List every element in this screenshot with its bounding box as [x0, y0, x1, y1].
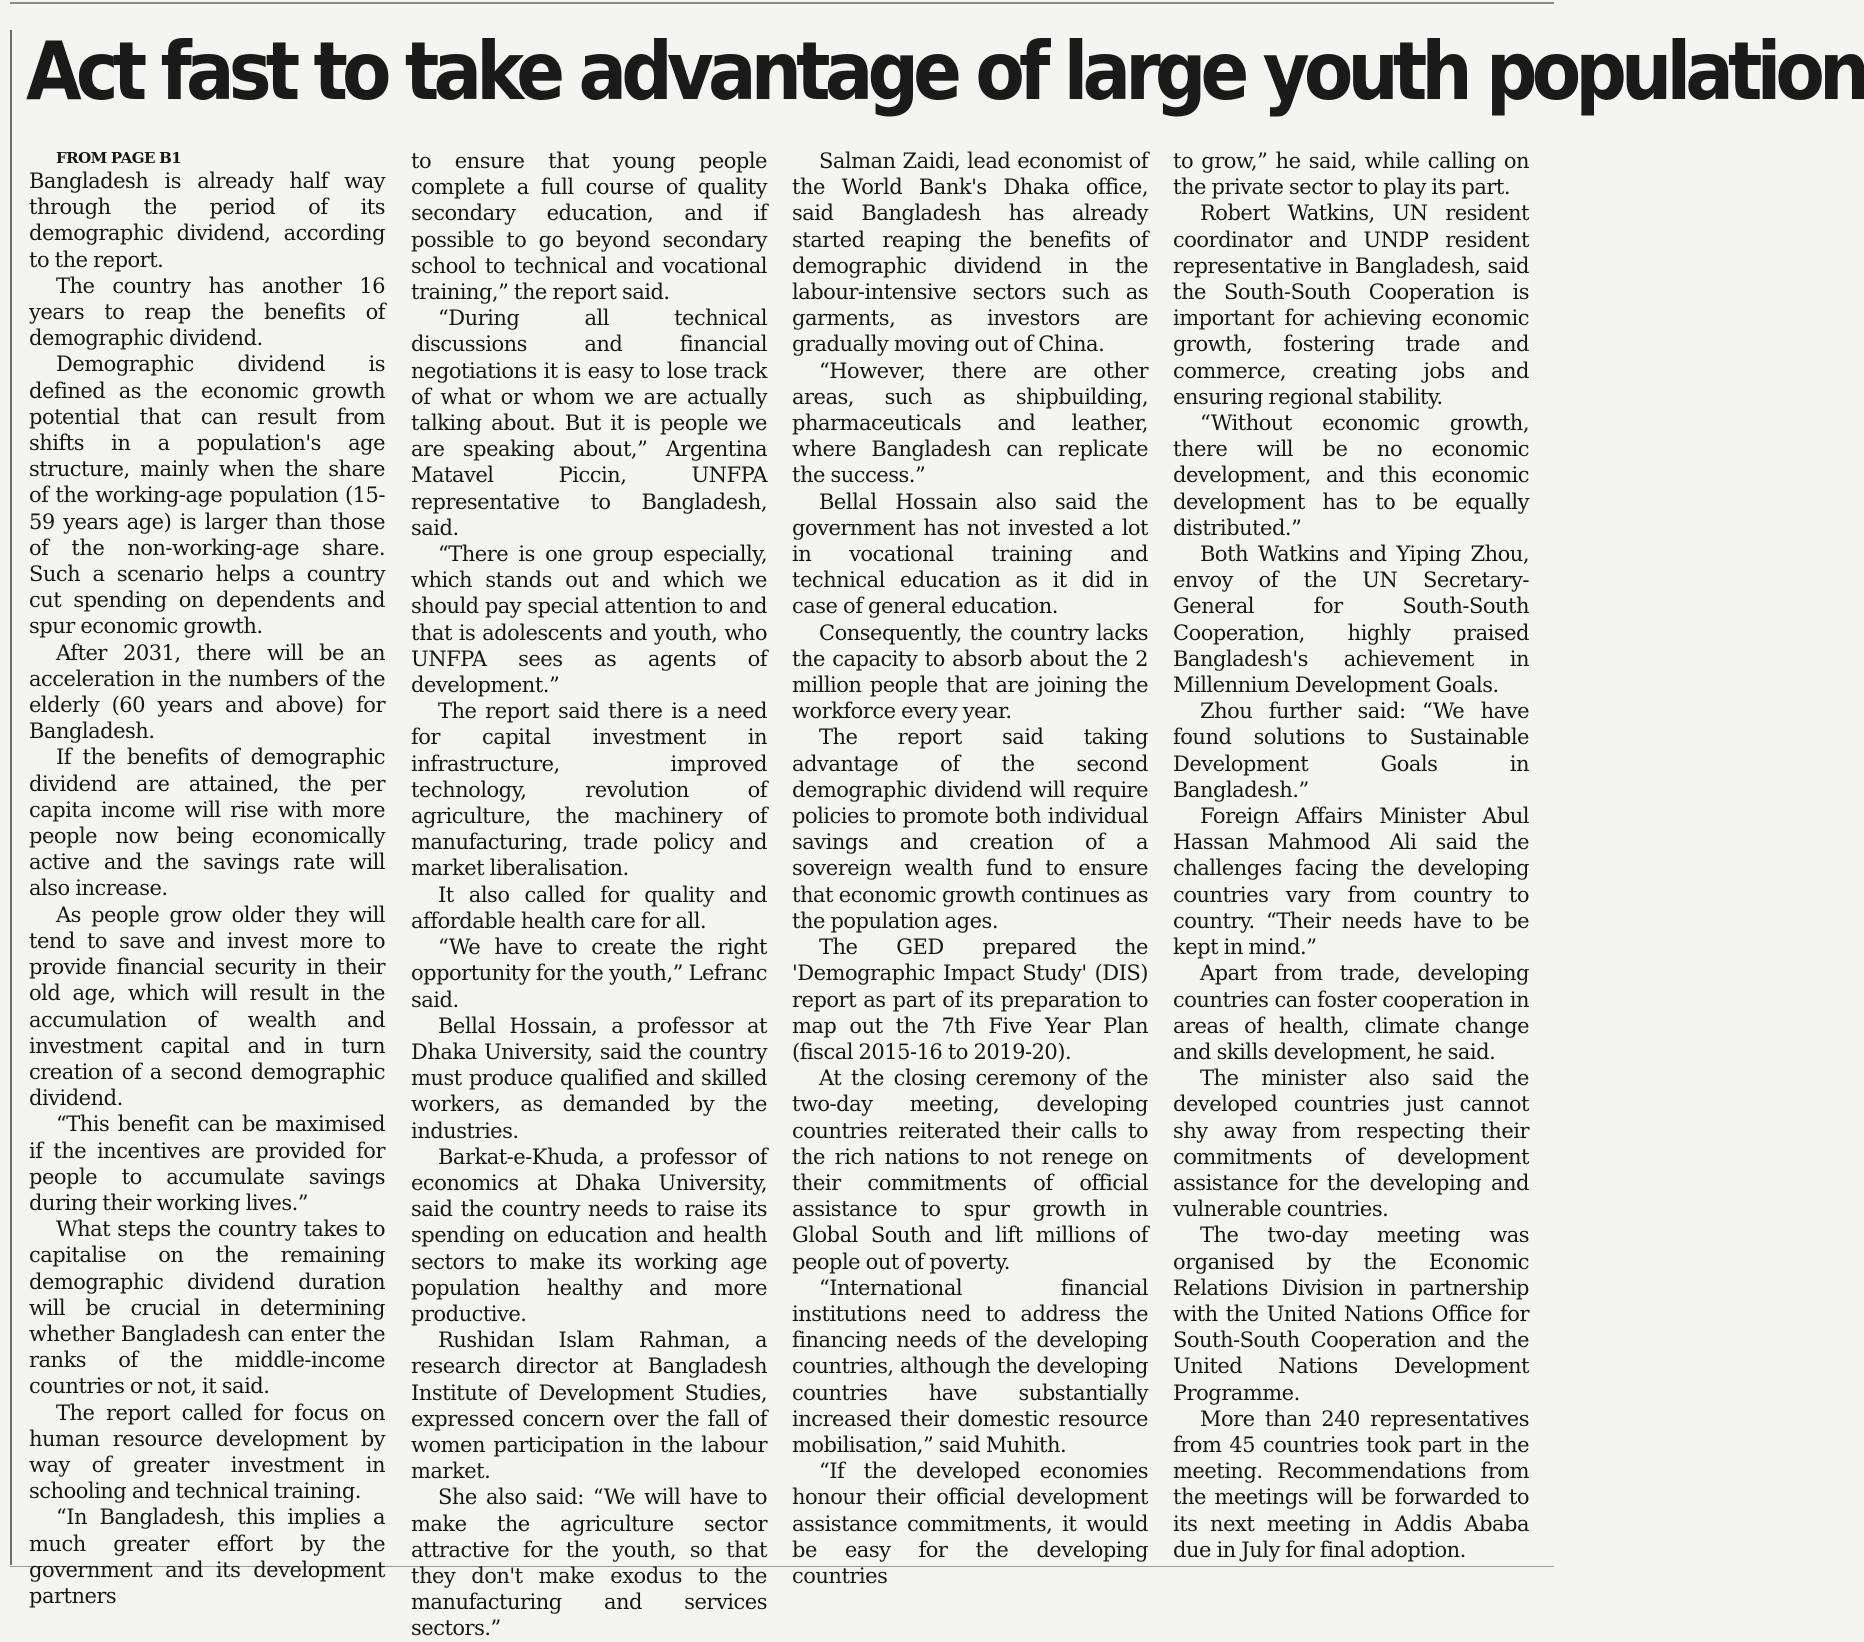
- paragraph: “Without economic growth, there will be no economic development, and this economic development has to be equally distributed.”: [1173, 411, 1529, 540]
- paragraph: The GED prepared the 'Demographic Impact Study' (DIS) report as part of its preparation to map out the 7th Five Year Plan (fiscal 2015-16 to 2019-20).: [792, 935, 1148, 1064]
- left-border-rule: [10, 30, 12, 1565]
- article-column-3: [792, 148, 1148, 1589]
- paragraph: “During all technical discussions and financial negotiations it is easy to lose track of what or whom we are actually talking about. But it is people we are speaking about,” Argentina Matavel Piccin, UNFPA representative to Bangladesh, said.: [411, 306, 767, 540]
- paragraph: The country has another 16 years to reap the benefits of demographic dividend.: [29, 273, 385, 351]
- paragraph: “International financial institutions need to address the financing needs of the developing countries, although the developing countries have substantially increased their domestic resource mobilisation,” said Muhith.: [792, 1275, 1148, 1457]
- top-border-rule: [10, 2, 1554, 4]
- paragraph: Both Watkins and Yiping Zhou, envoy of the UN Secretary-General for South-South Cooperation, highly praised Bangladesh's achievement in Millennium Development Goals.: [1173, 542, 1529, 698]
- article-column-2: [411, 148, 767, 1642]
- paragraph: The report called for focus on human resource development by way of greater investment in schooling and technical training.: [29, 1400, 385, 1504]
- paragraph: “There is one group especially, which stands out and which we should pay special attention to and that is adolescents and youth, who UNFPA sees as agents of development.”: [411, 542, 767, 698]
- article-headline: Act fast to take advantage of large youth population: [26, 25, 1864, 118]
- article-column-1: [29, 148, 385, 1609]
- paragraph: Bangladesh is already half way through the period of its demographic dividend, according to the report.: [29, 169, 385, 272]
- paragraph: More than 240 representatives from 45 countries took part in the meeting. Recommendations from the meetings will be forwarded to its next meeting in Addis Ababa due in July for final adoption.: [1173, 1406, 1529, 1562]
- paragraph: She also said: “We will have to make the agriculture sector attractive for the youth, so that they don't make exodus to the manufacturing and services sectors.”: [411, 1485, 767, 1641]
- paragraph: Consequently, the country lacks the capacity to absorb about the 2 million people that are joining the workforce every year.: [792, 620, 1148, 724]
- dateline: FROM PAGE B1: [56, 149, 182, 167]
- paragraph: “In Bangladesh, this implies a much greater effort by the government and its development partners: [29, 1505, 385, 1608]
- paragraph: The minister also said the developed countries just cannot shy away from respecting their commitments of development assistance for the developing and vulnerable countries.: [1173, 1066, 1529, 1222]
- paragraph: What steps the country takes to capitalise on the remaining demographic dividend duration will be crucial in determining whether Bangladesh can enter the ranks of the middle-income countries or not, it said.: [29, 1217, 385, 1399]
- paragraph: Apart from trade, developing countries can foster cooperation in areas of health, climate change and skills development, he said.: [1173, 961, 1529, 1064]
- paragraph: to grow,” he said, while calling on the private sector to play its part.: [1173, 149, 1529, 200]
- paragraph: Foreign Affairs Minister Abul Hassan Mahmood Ali said the challenges facing the developing countries vary from country to country. “Their needs have to be kept in mind.”: [1173, 804, 1529, 960]
- paragraph: It also called for quality and affordable health care for all.: [411, 882, 767, 933]
- paragraph: Zhou further said: “We have found solutions to Sustainable Development Goals in Bangladesh.”: [1173, 699, 1529, 802]
- paragraph: Robert Watkins, UN resident coordinator and UNDP resident representative in Bangladesh, said the South-South Cooperation is important for achieving economic growth, fostering trade and commerce, creating jobs and ensuring regional stability.: [1173, 201, 1529, 409]
- paragraph: As people grow older they will tend to save and invest more to provide financial security in their old age, which will result in the accumulation of wealth and investment capital and in turn creation of a second demographic dividend.: [29, 902, 385, 1111]
- paragraph: Salman Zaidi, lead economist of the World Bank's Dhaka office, said Bangladesh has already started reaping the benefits of demographic dividend in the labour-intensive sectors such as garments, as investors are gradually moving out of China.: [792, 149, 1148, 357]
- paragraph: “This benefit can be maximised if the incentives are provided for people to accumulate savings during their working lives.”: [29, 1112, 385, 1215]
- paragraph: to ensure that young people complete a full course of quality secondary education, and if possible to go beyond secondary school to technical and vocational training,” the report said.: [411, 149, 767, 305]
- paragraph: “We have to create the right opportunity for the youth,” Lefranc said.: [411, 935, 767, 1012]
- paragraph: Barkat-e-Khuda, a professor of economics at Dhaka University, said the country needs to raise its spending on education and health sectors to make its working age population healthy and more productive.: [411, 1144, 767, 1326]
- paragraph: Demographic dividend is defined as the economic growth potential that can result from shifts in a population's age structure, mainly when the share of the working-age population (15-59 years age) is larger than those of the non-working-age share. Such a scenario helps a country cut spending on dependents and spur economic growth.: [29, 352, 385, 639]
- paragraph: Rushidan Islam Rahman, a research director at Bangladesh Institute of Development Studies, expressed concern over the fall of women participation in the labour market.: [411, 1328, 767, 1484]
- article-column-4: [1173, 148, 1529, 1563]
- paragraph: If the benefits of demographic dividend are attained, the per capita income will rise with more people now being economically active and the savings rate will also increase.: [29, 745, 385, 901]
- paragraph: “If the developed economies honour their official development assistance commitments, it would be easy for the developing countries: [792, 1459, 1148, 1588]
- paragraph: The report said taking advantage of the second demographic dividend will require policies to promote both individual savings and creation of a sovereign wealth fund to ensure that economic growth continues as the population ages.: [792, 725, 1148, 933]
- paragraph: At the closing ceremony of the two-day meeting, developing countries reiterated their calls to the rich nations to not renege on their commitments of official assistance to spur growth in Global South and lift millions of people out of poverty.: [792, 1066, 1148, 1274]
- paragraph: After 2031, there will be an acceleration in the numbers of the elderly (60 years and above) for Bangladesh.: [29, 640, 385, 744]
- paragraph: The two-day meeting was organised by the Economic Relations Division in partnership with the United Nations Office for South-South Cooperation and the United Nations Development Programme.: [1173, 1223, 1529, 1405]
- paragraph: “However, there are other areas, such as shipbuilding, pharmaceuticals and leather, where Bangladesh can replicate the success.”: [792, 358, 1148, 488]
- paragraph: Bellal Hossain also said the government has not invested a lot in vocational training and technical education as it did in case of general education.: [792, 489, 1148, 619]
- paragraph: The report said there is a need for capital investment in infrastructure, improved technology, revolution of agriculture, the machinery of manufacturing, trade policy and market liberalisation.: [411, 699, 767, 881]
- paragraph: Bellal Hossain, a professor at Dhaka University, said the country must produce qualified and skilled workers, as demanded by the industries.: [411, 1013, 767, 1143]
